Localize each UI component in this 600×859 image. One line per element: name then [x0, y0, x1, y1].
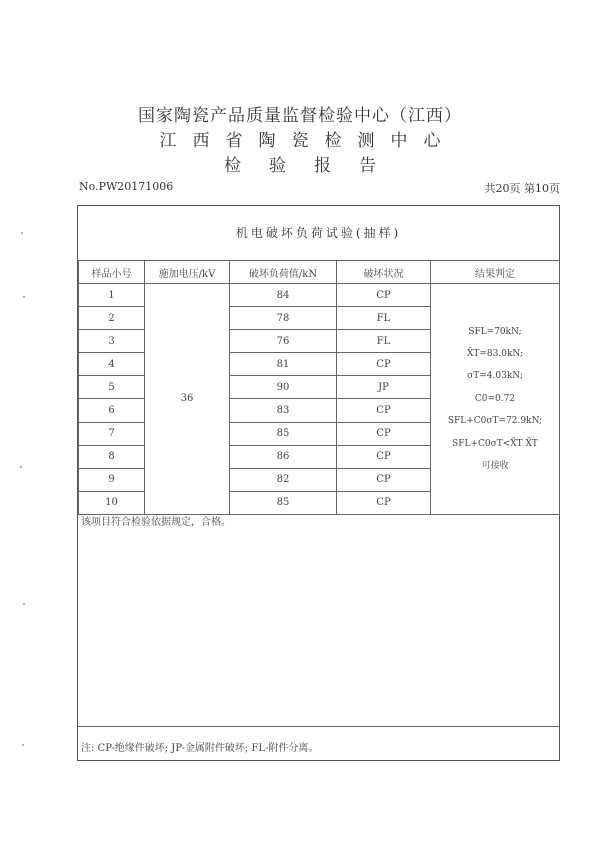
sample-no: 10: [79, 491, 145, 514]
note-row: [78, 726, 559, 761]
failure-state: CP: [337, 491, 431, 514]
column-header: 结果判定: [431, 261, 560, 284]
judgement-line: 可接收: [481, 460, 509, 471]
judgement-cell: [431, 284, 560, 515]
failing-load: 85: [230, 422, 337, 445]
scan-speck: [23, 296, 25, 298]
failure-state: CP: [337, 468, 431, 491]
scan-speck: [20, 466, 22, 468]
results-table: [78, 260, 560, 515]
column-header: 破坏负荷值/kN: [230, 261, 337, 284]
center-subname-line: 江西省陶瓷检测中心: [159, 131, 457, 151]
judgement-line: SFL=70kN;: [468, 326, 522, 337]
page-info: 共20页 第10页: [484, 182, 560, 195]
sample-no: 3: [79, 330, 145, 353]
center-name-line: 国家陶瓷产品质量监督检验中心（江西）: [138, 106, 462, 126]
sample-no: 9: [79, 468, 145, 491]
failure-state: FL: [337, 307, 431, 330]
failure-state: CP: [337, 422, 431, 445]
judgement-line: C0=0.72: [474, 393, 516, 404]
column-header: 施加电压/kV: [145, 261, 230, 284]
failing-load: 90: [230, 376, 337, 399]
sample-no: 5: [79, 376, 145, 399]
failing-load: 76: [230, 330, 337, 353]
sample-no: 1: [79, 284, 145, 307]
failure-state: CP: [337, 399, 431, 422]
report-title: 检验报告: [224, 156, 404, 176]
test-frame: [77, 205, 560, 761]
column-header: 破坏状况: [337, 261, 431, 284]
failing-load: 86: [230, 445, 337, 468]
judgement-line: σT=4.03kN;: [467, 371, 523, 382]
table-row: [79, 284, 560, 307]
sample-no: 7: [79, 422, 145, 445]
scan-speck: [21, 232, 23, 234]
failure-state: CP: [337, 445, 431, 468]
failure-state: JP: [337, 376, 431, 399]
judgement-line: SFL+C0σT=72.9kN;: [447, 416, 543, 427]
failing-load: 81: [230, 353, 337, 376]
failing-load: 78: [230, 307, 337, 330]
test-title: 机电破坏负荷试验(抽样): [235, 226, 402, 240]
failure-state: CP: [337, 284, 431, 307]
footnote: 注: CP-绝缘件破坏; JP-金属附件破坏; FL-附件分离。: [81, 743, 319, 754]
scan-speck: [22, 744, 24, 746]
applied-voltage: 36: [145, 284, 230, 515]
table-header-row: [79, 261, 560, 284]
report-number: No.PW20171006: [79, 180, 174, 193]
judgement-line: SFL+C0σT<X̄T X̄T: [452, 438, 538, 449]
failing-load: 83: [230, 399, 337, 422]
failure-state: FL: [337, 330, 431, 353]
sample-no: 6: [79, 399, 145, 422]
sample-no: 8: [79, 445, 145, 468]
failing-load: 82: [230, 468, 337, 491]
failing-load: 84: [230, 284, 337, 307]
column-header: 样品小号: [79, 261, 145, 284]
sample-no: 4: [79, 353, 145, 376]
failure-state: CP: [337, 353, 431, 376]
scan-speck: [23, 603, 25, 605]
sample-no: 2: [79, 307, 145, 330]
failing-load: 85: [230, 491, 337, 514]
judgement-line: X̄T=83.0kN;: [466, 348, 524, 359]
conclusion-text: 该项目符合检验依据规定，合格。: [81, 517, 231, 528]
